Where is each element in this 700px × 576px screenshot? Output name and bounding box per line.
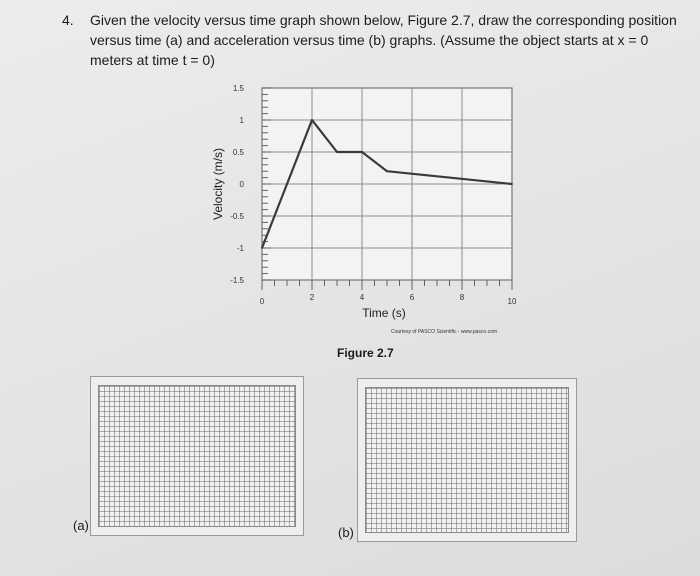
data-point [311,119,313,121]
x-tick-label: 2 [309,293,315,302]
grid-paper-b [365,387,569,533]
y-tick-label: 1 [239,116,244,125]
answer-grid-a[interactable] [90,376,304,536]
data-point [511,183,513,185]
x-tick-label: 8 [459,293,465,302]
y-tick-label: -0.5 [230,212,244,221]
grid-paper-a [98,385,296,527]
part-b-label: (b) [338,525,354,540]
question-text: Given the velocity versus time graph shown below, Figure 2.7, draw the corresponding position versus time (a) and acceleration versus time (b) graphs. (Assume the object starts at x = 0 meters at time t = 0) [90,12,677,68]
part-a-label: (a) [73,518,89,533]
answer-grid-b[interactable] [357,378,577,542]
data-point [336,151,338,153]
question-number: 4. [62,12,74,28]
y-tick-label: 0.5 [232,148,244,157]
figure-credit: Courtesy of PASCO Scientific - www.pasco.com [390,329,498,335]
figure-caption: Figure 2.7 [337,346,394,360]
y-tick-label: -1.5 [230,276,244,285]
data-point [361,151,363,153]
data-point [261,247,263,249]
data-point [386,170,388,172]
x-tick-label: 10 [507,297,517,306]
x-tick-label: 0 [259,297,265,306]
x-axis-label: Time (s) [362,306,406,320]
x-tick-label: 6 [409,293,415,302]
y-tick-label: -1 [236,244,244,253]
x-tick-label: 4 [359,293,365,302]
y-tick-label: 0 [239,180,244,189]
y-axis-label: Velocity (m/s) [211,147,225,221]
y-tick-label: 1.5 [232,84,244,93]
